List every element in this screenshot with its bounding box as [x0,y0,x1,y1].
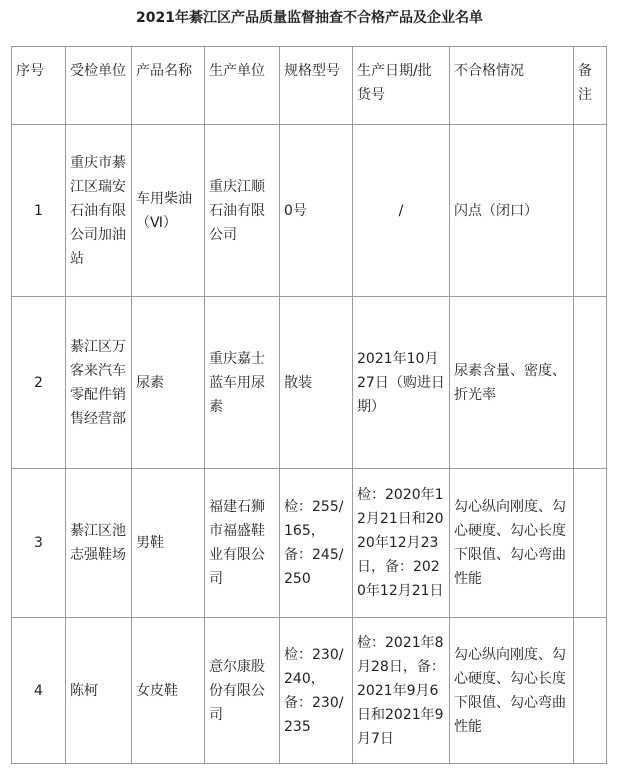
production-date-cell: 检：2020年12月21日和2020年12月23日，备：2020年12月21日 [353,469,450,618]
spec-model-cell: 0号 [280,125,353,297]
production-date-cell: / [353,125,450,297]
row-index-cell: 2 [12,297,66,469]
product-name-cell: 男鞋 [132,469,205,618]
manufacturer-cell: 福建石狮市福盛鞋业有限公司 [205,469,280,618]
spec-model-cell: 检：230/240，备：230/235 [280,618,353,764]
document-title: 2021年綦江区产品质量监督抽查不合格产品及企业名单 [136,10,483,26]
table-row [12,618,607,764]
header-row [12,47,607,125]
row-index-cell: 4 [12,618,66,764]
inspected-unit-cell: 重庆市綦江区瑞安石油有限公司加油站 [66,125,132,297]
table-row [12,469,607,618]
header-cell-remarks: 备注 [574,47,607,125]
manufacturer-cell: 意尔康股份有限公司 [205,618,280,764]
spec-model-cell: 检：255/165，备：245/250 [280,469,353,618]
header-cell-inspected-unit: 受检单位 [66,47,132,125]
production-date-cell: 检：2021年8月28日，备：2021年9月6日和2021年9月7日 [353,618,450,764]
remarks-cell [574,125,607,297]
header-cell-nonconformity: 不合格情况 [450,47,574,125]
row-index-cell: 1 [12,125,66,297]
inspected-unit-cell: 綦江区池志强鞋场 [66,469,132,618]
spec-model-cell: 散装 [280,297,353,469]
table-row [12,297,607,469]
manufacturer-cell: 重庆嘉士蓝车用尿素 [205,297,280,469]
remarks-cell [574,469,607,618]
product-name-cell: 尿素 [132,297,205,469]
header-cell-index: 序号 [12,47,66,125]
inspected-unit-cell: 綦江区万客来汽车零配件销售经营部 [66,297,132,469]
row-index-cell: 3 [12,469,66,618]
remarks-cell [574,618,607,764]
header-cell-production-date: 生产日期/批货号 [353,47,450,125]
nonconformity-cell: 闪点（闭口） [450,125,574,297]
production-date-cell: 2021年10月27日（购进日期） [353,297,450,469]
inspected-unit-cell: 陈柯 [66,618,132,764]
unqualified-products-table [11,46,607,764]
manufacturer-cell: 重庆江顺石油有限公司 [205,125,280,297]
nonconformity-cell: 勾心纵向刚度、勾心硬度、勾心长度下限值、勾心弯曲性能 [450,618,574,764]
nonconformity-cell: 勾心纵向刚度、勾心硬度、勾心长度下限值、勾心弯曲性能 [450,469,574,618]
product-name-cell: 车用柴油（Ⅵ） [132,125,205,297]
table-row [12,125,607,297]
remarks-cell [574,297,607,469]
header-cell-product-name: 产品名称 [132,47,205,125]
header-cell-spec-model: 规格型号 [280,47,353,125]
product-name-cell: 女皮鞋 [132,618,205,764]
header-cell-manufacturer: 生产单位 [205,47,280,125]
nonconformity-cell: 尿素含量、密度、折光率 [450,297,574,469]
